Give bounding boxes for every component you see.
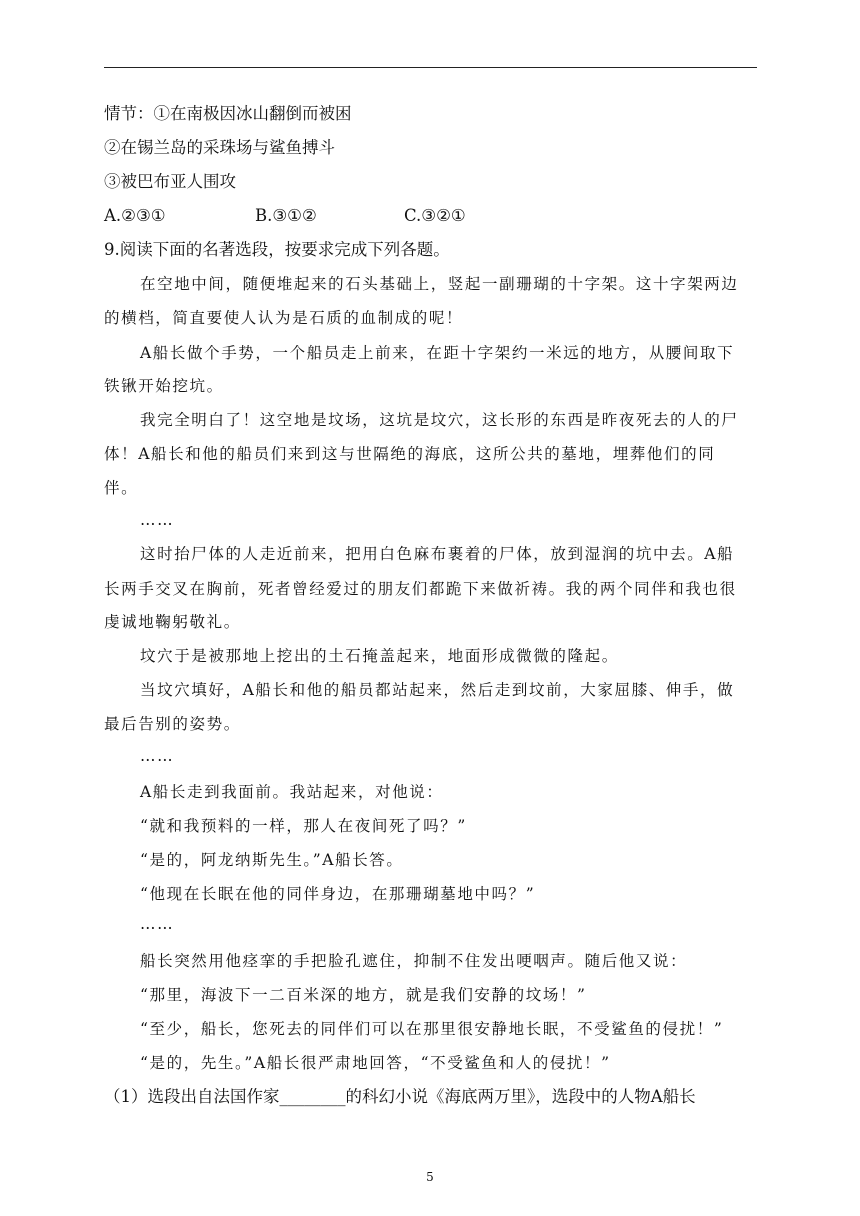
passage-line: 虔诚地鞠躬敬礼。 xyxy=(104,613,241,631)
passage-line: “是的，先生。”A船长很严肃地回答，“不受鲨鱼和人的侵扰！” xyxy=(140,1054,611,1072)
page-number: 5 xyxy=(426,1170,434,1184)
passage-line: “是的，阿龙纳斯先生。”A船长答。 xyxy=(140,851,404,869)
plot-item-2: ②在锡兰岛的采珠场与鲨鱼搏斗 xyxy=(104,138,335,157)
passage-ellipsis: …… xyxy=(140,747,175,765)
plot-item-3: ③被巴布亚人围攻 xyxy=(104,172,236,191)
passage-line: 船长突然用他痉挛的手把脸孔遮住，抑制不住发出哽咽声。随后他又说： xyxy=(140,952,688,970)
passage-line: “那里，海波下一二百米深的地方，就是我们安静的坟场！” xyxy=(140,986,587,1004)
plot-item-1: 情节：①在南极因冰山翻倒而被困 xyxy=(104,104,352,123)
passage-ellipsis: …… xyxy=(140,511,175,529)
passage-line: 坟穴于是被那地上挖出的土石掩盖起来，地面形成微微的隆起。 xyxy=(140,647,619,665)
passage-line: 在空地中间，随便堆起来的石头基础上，竖起一副珊瑚的十字架。这十字架两边 xyxy=(140,275,739,293)
question-1-suffix: 的科幻小说《海底两万里》，选段中的人物A船长 xyxy=(345,1087,696,1106)
passage-line: 当坟穴填好，A船长和他的船员都站起来，然后走到坟前，大家屈膝、伸手，做 xyxy=(140,681,735,699)
option-b: B.③①② xyxy=(255,206,317,225)
question-1-prefix: （1）选段出自法国作家 xyxy=(104,1087,280,1106)
passage-line: 这时抬尸体的人走近前来，把用白色麻布裹着的尸体，放到湿润的坑中去。A船 xyxy=(140,545,735,563)
passage-line: 最后告别的姿势。 xyxy=(104,715,241,733)
passage-line: A船长走到我面前。我站起来，对他说： xyxy=(140,783,444,801)
passage-line: 铁锹开始挖坑。 xyxy=(104,377,224,395)
option-c: C.③②① xyxy=(404,206,466,225)
passage-line: “至少，船长，您死去的同伴们可以在那里很安静地长眠，不受鲨鱼的侵扰！” xyxy=(140,1020,724,1038)
passage-line: 的横档，简直要使人认为是石质的血制成的呢！ xyxy=(104,309,464,327)
header-rule xyxy=(104,67,757,68)
answer-blank[interactable]: ________ xyxy=(279,1087,346,1106)
passage-line: 伴。 xyxy=(104,479,139,497)
passage-line: 我完全明白了！这空地是坟场，这坑是坟穴，这长形的东西是昨夜死去的人的尸 xyxy=(140,411,739,429)
passage-line: 体！A船长和他的船员们来到这与世隔绝的海底，这所公共的墓地，埋葬他们的同 xyxy=(104,445,716,463)
passage-line: “他现在长眠在他的同伴身边，在那珊瑚墓地中吗？” xyxy=(140,885,536,903)
passage-line: “就和我预料的一样，那人在夜间死了吗？” xyxy=(140,817,467,835)
passage-ellipsis: …… xyxy=(140,915,175,933)
question-9-heading: 9.阅读下面的名著选段，按要求完成下列各题。 xyxy=(104,240,450,259)
option-a: A.②③① xyxy=(104,206,166,225)
passage-line: A船长做个手势，一个船员走上前来，在距十字架约一米远的地方，从腰间取下 xyxy=(140,344,735,362)
question-1 xyxy=(104,1087,696,1107)
passage-line: 长两手交叉在胸前，死者曾经爱过的朋友们都跪下来做祈祷。我的两个同伴和我也很 xyxy=(104,580,737,598)
